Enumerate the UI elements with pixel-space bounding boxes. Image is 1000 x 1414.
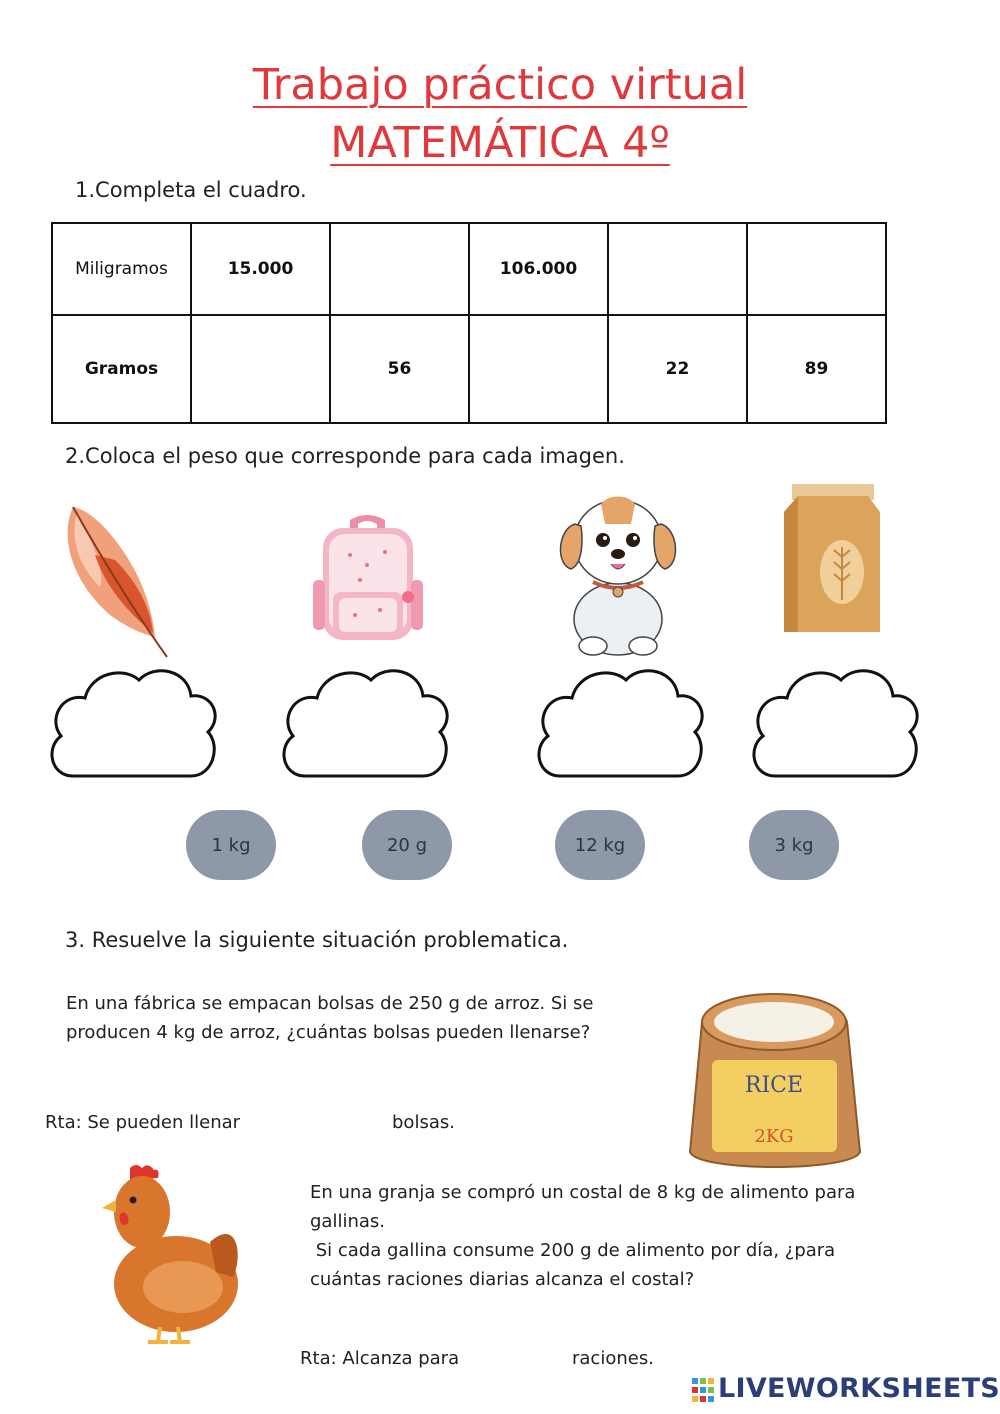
problem2-line: gallinas.	[310, 1211, 385, 1232]
answer-cell[interactable]	[608, 223, 747, 315]
table-cell: 106.000	[469, 223, 608, 315]
problem2-answer-prefix: Rta: Alcanza para	[300, 1348, 460, 1369]
q2-prompt: 2.Coloca el peso que corresponde para cada imagen.	[65, 444, 625, 468]
answer-cell[interactable]	[330, 223, 469, 315]
weight-option-1kg[interactable]: 1 kg	[186, 810, 276, 880]
problem2-line: cuántas raciones diarias alcanza el costal?	[310, 1269, 695, 1290]
row-label-miligramos: Miligramos	[52, 223, 191, 315]
weight-drop-cloud[interactable]	[745, 658, 923, 784]
row-label-gramos: Gramos	[52, 315, 191, 423]
answer-cell[interactable]	[747, 223, 886, 315]
table-cell: 56	[330, 315, 469, 423]
backpack-icon	[305, 510, 430, 645]
liveworksheets-brand[interactable]: LIVEWORKSHEETS	[718, 1373, 1000, 1404]
weight-option-3kg[interactable]: 3 kg	[749, 810, 839, 880]
feather-icon	[55, 495, 185, 665]
page-subtitle: MATEMÁTICA 4º	[330, 118, 670, 168]
conversion-table	[51, 222, 887, 424]
weight-drop-cloud[interactable]	[43, 658, 221, 784]
problem2-answer-input[interactable]	[470, 1346, 565, 1372]
problem2-text	[310, 1178, 910, 1294]
rice-sack-label: RICE	[744, 1073, 804, 1098]
liveworksheets-logo-icon	[692, 1378, 714, 1402]
problem1-line: En una fábrica se empacan bolsas de 250 g de arroz. Si se	[66, 993, 594, 1014]
table-row-gramos	[52, 315, 886, 423]
q3-prompt: 3. Resuelve la siguiente situación problematica.	[65, 928, 569, 952]
rice-sack-weight: 2KG	[754, 1126, 794, 1147]
weight-option-20g[interactable]: 20 g	[362, 810, 452, 880]
problem2-answer-suffix: raciones.	[572, 1348, 654, 1369]
q1-prompt: 1.Completa el cuadro.	[75, 178, 307, 202]
page-title: Trabajo práctico virtual	[252, 60, 748, 110]
hen-icon	[98, 1162, 243, 1344]
puppy-icon	[553, 484, 683, 659]
table-row-miligramos	[52, 223, 886, 315]
weight-option-12kg[interactable]: 12 kg	[555, 810, 645, 880]
weight-drop-cloud[interactable]	[530, 658, 708, 784]
problem1-answer-prefix: Rta: Se pueden llenar	[45, 1112, 241, 1133]
problem1-text	[66, 989, 666, 1047]
problem1-answer-suffix: bolsas.	[392, 1112, 455, 1133]
answer-cell[interactable]	[191, 315, 330, 423]
problem2-line: Si cada gallina consume 200 g de alimento por día, ¿para	[310, 1240, 836, 1261]
answer-cell[interactable]	[469, 315, 608, 423]
problem2-line: En una granja se compró un costal de 8 kg de alimento para	[310, 1182, 856, 1203]
rice-sack-icon	[682, 982, 867, 1177]
table-cell: 22	[608, 315, 747, 423]
table-cell: 89	[747, 315, 886, 423]
weight-drop-cloud[interactable]	[275, 658, 453, 784]
problem1-answer-input[interactable]	[258, 1110, 383, 1136]
flour-bag-icon	[780, 482, 885, 637]
problem1-line: producen 4 kg de arroz, ¿cuántas bolsas pueden llenarse?	[66, 1022, 591, 1043]
table-cell: 15.000	[191, 223, 330, 315]
